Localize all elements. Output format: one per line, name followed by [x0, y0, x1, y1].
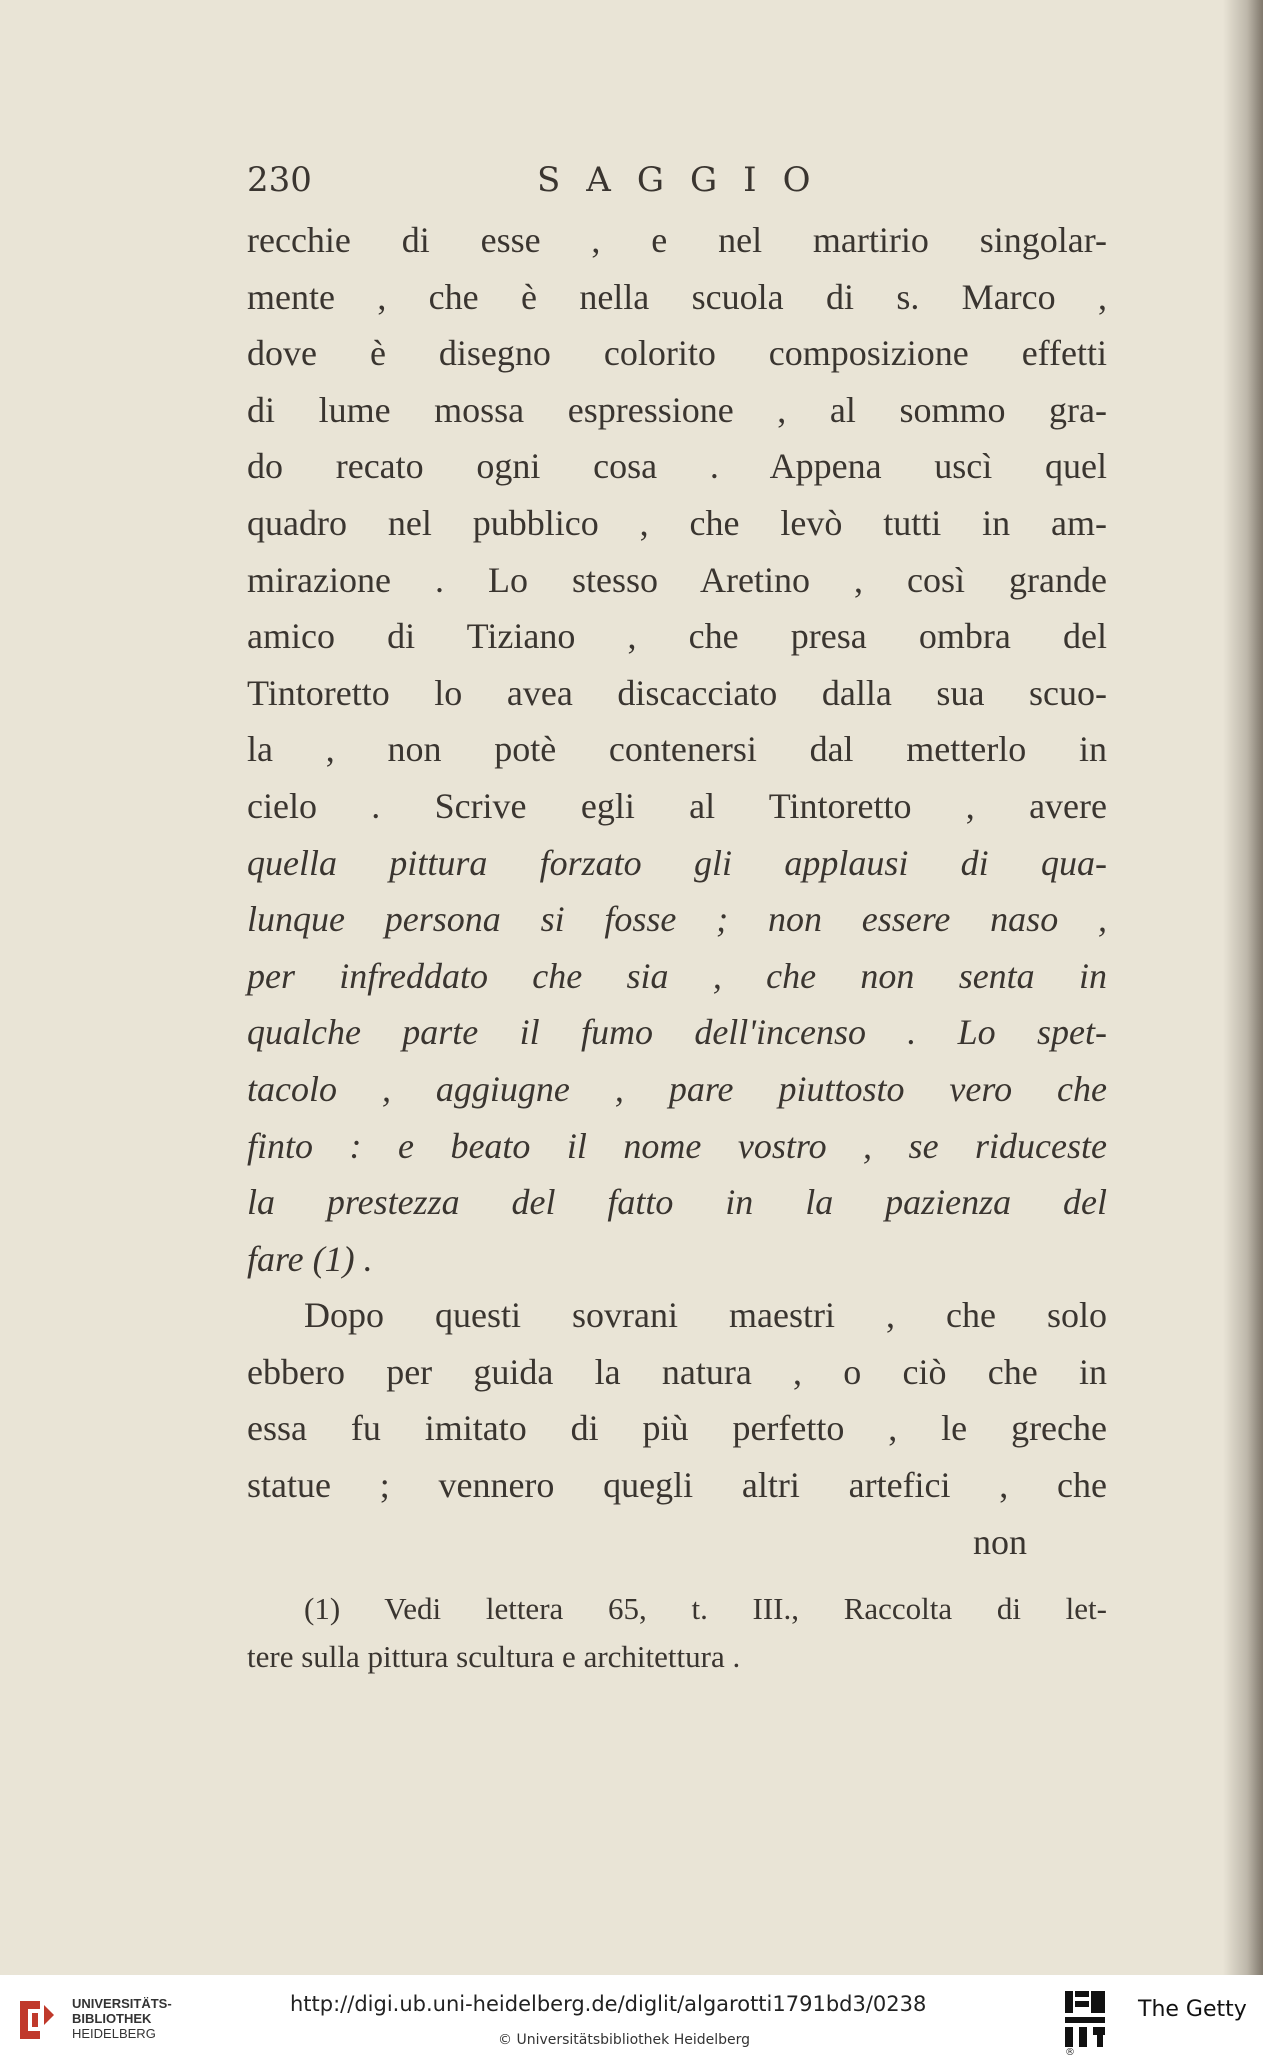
viewer-footer [0, 1975, 1263, 2065]
text-line: la prestezza del fatto in la pazienza del [247, 1182, 1107, 1223]
text-line: recchie di esse , e nel martirio singolar- [247, 220, 1107, 260]
text-line: essa fu imitato di più perfetto , le greche [247, 1408, 1107, 1449]
footnote [247, 1585, 1107, 1681]
text-line: statue ; vennero quegli altri artefici , che [247, 1465, 1107, 1506]
text-line: per infreddato che sia , che non senta in [247, 955, 1107, 996]
main-text [247, 212, 1107, 1570]
library-name-line2: BIBLIOTHEK [72, 2011, 152, 2026]
text-line: cielo . Scrive egli al Tintoretto , avere [247, 785, 1107, 826]
footnote-line: (1) Vedi lettera 65, t. III., Raccolta di let- [304, 1591, 1107, 1626]
getty-logo-icon [1061, 1989, 1109, 2049]
text-line: finto : e beato il nome vostro , se riduceste [247, 1125, 1107, 1166]
text-line: ebbero per guida la natura , o ciò che in [247, 1351, 1107, 1392]
text-line: Dopo questi sovrani maestri , che solo [304, 1295, 1107, 1336]
text-line: mente , che è nella scuola di s. Marco , [247, 276, 1107, 317]
text-line: Tintoretto lo avea discacciato dalla sua scuo- [247, 672, 1107, 713]
library-name-line3: HEIDELBERG [72, 2026, 156, 2041]
text-line: la , non potè contenersi dal metterlo in [247, 729, 1107, 770]
page-gutter-shadow [1223, 0, 1263, 1975]
text-line: do recato ogni cosa . Appena uscì quel [247, 446, 1107, 487]
permalink-url[interactable]: http://digi.ub.uni-heidelberg.de/diglit/algarotti1791bd3/0238 [290, 1992, 927, 2016]
text-line: amico di Tiziano , che presa ombra del [247, 616, 1107, 657]
text-line: dove è disegno colorito composizione effetti [247, 333, 1107, 374]
text-line: tacolo , aggiugne , pare piuttosto vero che [247, 1068, 1107, 1109]
page-number: 230 [247, 160, 312, 200]
university-library-logo-icon [12, 1995, 62, 2045]
text-line: non [973, 1521, 1027, 1562]
registered-mark: ® [1065, 2047, 1075, 2058]
text-line: mirazione . Lo stesso Aretino , così grande [247, 559, 1107, 600]
text-line: di lume mossa espressione , al sommo gra- [247, 389, 1107, 430]
library-name-line1: UNIVERSITÄTS- [72, 1996, 172, 2011]
copyright-notice: © Universitätsbibliothek Heidelberg [498, 2032, 751, 2048]
text-line: qualche parte il fumo dell'incenso . Lo spet- [247, 1012, 1107, 1053]
text-line: fare (1) . [247, 1238, 373, 1279]
text-line: quella pittura forzato gli applausi di qua- [247, 842, 1107, 883]
text-line: quadro nel pubblico , che levò tutti in am- [247, 502, 1107, 543]
getty-name: The Getty [1138, 1997, 1247, 2022]
footnote-line: tere sulla pittura scultura e architettura . [247, 1639, 741, 1674]
running-title: SAGGIO [537, 160, 837, 200]
library-name [72, 1996, 172, 2041]
text-line: lunque persona si fosse ; non essere naso , [247, 899, 1107, 940]
